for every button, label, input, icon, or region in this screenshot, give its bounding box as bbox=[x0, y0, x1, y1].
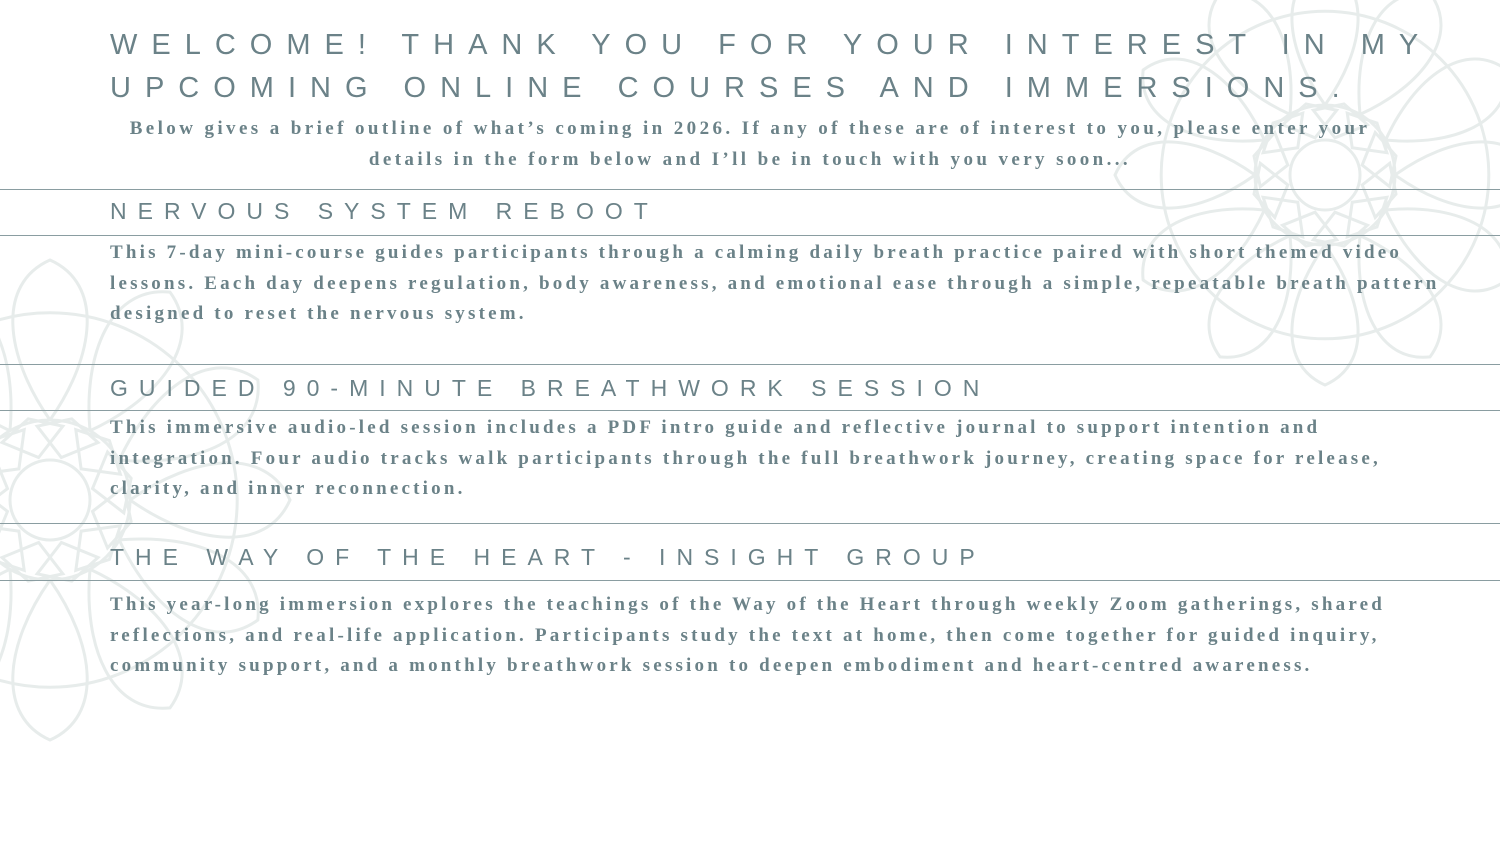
intro-title: WELCOME! THANK YOU FOR YOUR INTEREST IN MY UPCOMING ONLINE COURSES AND IMMERSIONS. bbox=[110, 29, 1432, 104]
intro-subtitle: Below gives a brief outline of what’s coming in 2026. If any of these are of interest to you, please enter your details in the form below and I’ll be in touch with you very soon... bbox=[129, 118, 1371, 170]
divider bbox=[0, 580, 1500, 581]
divider bbox=[0, 189, 1500, 190]
section-heading-nervous-system-reboot: NERVOUS SYSTEM REBOOT bbox=[110, 198, 659, 224]
divider bbox=[0, 235, 1500, 236]
divider bbox=[0, 523, 1500, 524]
section-body-breathwork-session: This immersive audio-led session includes a PDF intro guide and reflective journal to support intention and integration. Four audio tracks walk participants through the full breathwork journey, creating space for release, clarity, and inner reconnection. bbox=[110, 417, 1381, 499]
divider bbox=[0, 410, 1500, 411]
section-heading-breathwork-session: GUIDED 90-MINUTE BREATHWORK SESSION bbox=[110, 375, 991, 401]
section-body-way-of-the-heart: This year-long immersion explores the teachings of the Way of the Heart through weekly Zoom gatherings, shared reflections, and real-life application. Participants study the text at home, then come together for guided inquiry, community support, and a monthly breathwork session to deepen embodiment and heart-centred awareness. bbox=[110, 594, 1386, 676]
divider bbox=[0, 364, 1500, 365]
section-heading-way-of-the-heart: THE WAY OF THE HEART - INSIGHT GROUP bbox=[110, 544, 986, 570]
section-body-nervous-system-reboot: This 7-day mini-course guides participants through a calming daily breath practice paired with short themed video lessons. Each day deepens regulation, body awareness, and emotional ease through a simple, repeatable breath pattern designed to reset the nervous system. bbox=[110, 242, 1440, 324]
